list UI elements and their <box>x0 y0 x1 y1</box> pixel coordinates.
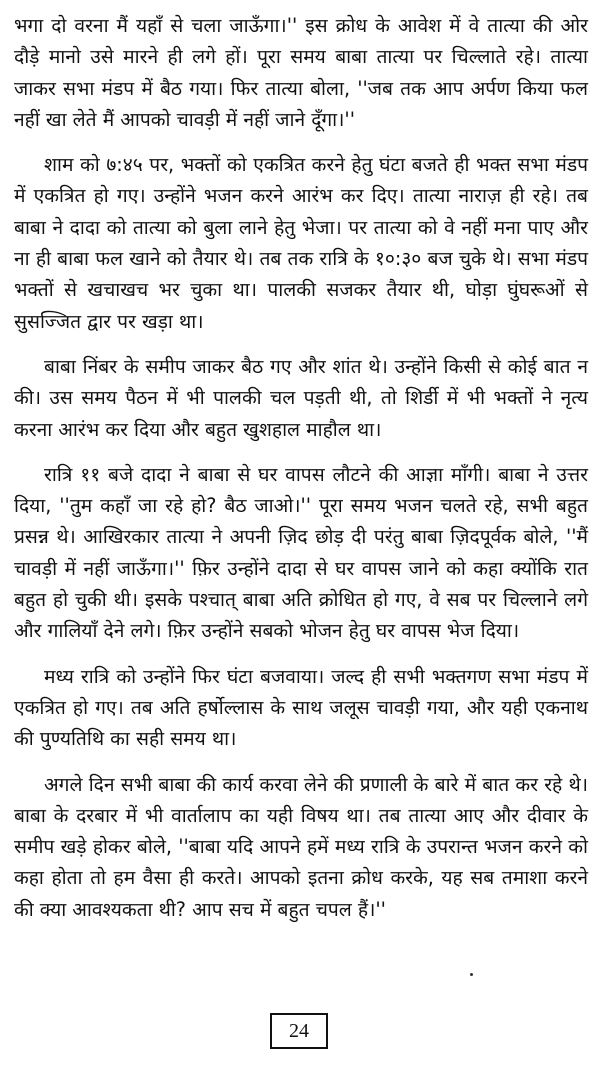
paragraph-6: अगले दिन सभी बाबा की कार्य करवा लेने की प्रणाली के बारे में बात कर रहे थे। बाबा के दरबार में भी वार्तालाप का यही विषय था। तब तात्या आए और दीवार के समीप खड़े होकर बोले, ''बाबा यदि आपने हमें मध्य रात्रि के उपरान्त भजन करने को कहा होता तो हम वैसा ही करते। आपको इतना क्रोध करके, यह सब तमाशा करने की क्या आवश्यकता थी? आप सच में बहुत चपल हैं।'' <box>14 772 588 921</box>
page-number: 24 <box>289 1019 309 1042</box>
paragraph-2: शाम को ७:४५ पर, भक्तों को एकत्रित करने हेतु घंटा बजते ही भक्त सभा मंडप में एकत्रित हो गए। उन्होंने भजन करने आरंभ कर दिए। तात्या नाराज़ ही रहे। तब बाबा ने दादा को तात्या को बुला लाने हेतु भेजा। पर तात्या को वे नहीं मना पाए और ना ही बाबा फल खाने को तैयार थे। तब तक रात्रि के १०:३० बज चुके थे। सभा मंडप भक्तों से खचाखच भर चुका था। पालकी सजकर तैयार थी, घोड़ा घुंघरूओं से सुसज्जित द्वार पर खड़ा था। <box>14 153 588 333</box>
page-number-box <box>270 1013 328 1049</box>
paragraph-5: मध्य रात्रि को उन्होंने फिर घंटा बजवाया। जल्द ही सभी भक्तगण सभा मंडप में एकत्रित हो गए। तब अति हर्षोल्लास के साथ जलूस चावड़ी गया, और यही एकनाथ की पुण्यतिथि का सही समय था। <box>14 664 588 751</box>
stray-dot <box>470 973 473 976</box>
paragraph-1: भगा दो वरना मैं यहाँ से चला जाऊँगा।'' इस क्रोध के आवेश में वे तात्या की ओर दौड़े मानो उसे मारने ही लगे हों। पूरा समय बाबा तात्या पर चिल्लाते रहे। तात्या जाकर सभा मंडप में बैठ गया। फिर तात्या बोला, ''जब तक आप अर्पण किया फल नहीं खा लेते मैं आपको चावड़ी में नहीं जाने दूँगा।'' <box>14 14 588 131</box>
paragraph-3: बाबा निंबर के समीप जाकर बैठ गए और शांत थे। उन्होंने किसी से कोई बात न की। उस समय पैठन में भी पालकी चल पड़ती थी, तो शिर्डी में भी भक्तों ने नृत्य करना आरंभ कर दिया और बहुत खुशहाल माहौल था। <box>14 354 588 441</box>
document-page <box>14 10 588 939</box>
paragraph-4: रात्रि ११ बजे दादा ने बाबा से घर वापस लौटने की आज्ञा माँगी। बाबा ने उत्तर दिया, ''तुम कहाँ जा रहे हो? बैठ जाओ।'' पूरा समय भजन चलते रहे, सभी बहुत प्रसन्न थे। आखिरकार तात्या ने अपनी ज़िद छोड़ दी परंतु बाबा ज़िदपूर्वक बोले, ''मैं चावड़ी में नहीं जाऊँगा।'' फ़िर उन्होंने दादा से घर वापस जाने को कहा क्योंकि रात बहुत हो चुकी थी। इसके पश्चात् बाबा अति क्रोधित हो गए, वे सब पर चिल्लाने लगे और गालियाँ देने लगे। फ़िर उन्होंने सबको भोजन हेतु घर वापस भेज दिया। <box>14 462 588 643</box>
